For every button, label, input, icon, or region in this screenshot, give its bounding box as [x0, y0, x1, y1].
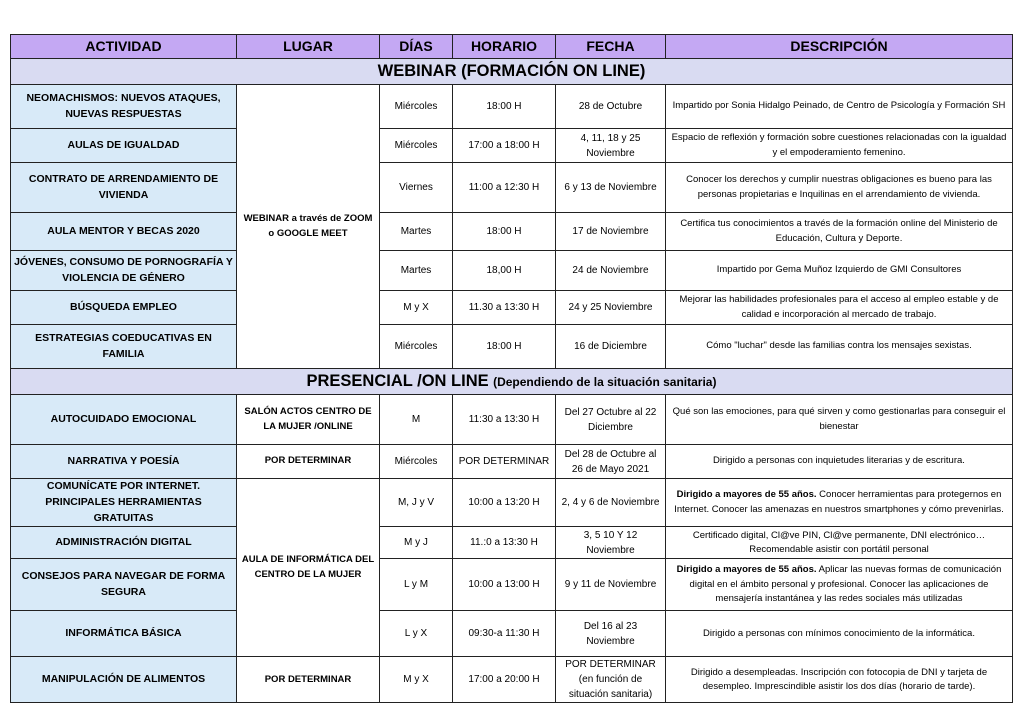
- time-cell: 10:00 a 13:20 H: [453, 479, 556, 527]
- location-cell: POR DETERMINAR: [237, 657, 380, 703]
- days-cell: M y X: [380, 291, 453, 325]
- col-horario: HORARIO: [453, 35, 556, 59]
- date-cell: 2, 4 y 6 de Noviembre: [556, 479, 666, 527]
- section-title: WEBINAR (FORMACIÓN ON LINE): [377, 62, 646, 80]
- table-row: [11, 657, 1013, 703]
- date-cell: Del 16 al 23 Noviembre: [556, 611, 666, 657]
- date-cell: 28 de Octubre: [556, 85, 666, 129]
- days-cell: L y X: [380, 611, 453, 657]
- description-cell: Qué son las emociones, para qué sirven y como gestionarlas para conseguir el bienestar: [666, 395, 1013, 445]
- days-cell: M y X: [380, 657, 453, 703]
- activity-name: ADMINISTRACIÓN DIGITAL: [11, 527, 237, 559]
- activity-name: AUTOCUIDADO EMOCIONAL: [11, 395, 237, 445]
- time-cell: 09:30-a 11:30 H: [453, 611, 556, 657]
- table-row: [11, 213, 1013, 251]
- date-cell: 24 de Noviembre: [556, 251, 666, 291]
- days-cell: M, J y V: [380, 479, 453, 527]
- table-row: [11, 445, 1013, 479]
- activity-name: INFORMÁTICA BÁSICA: [11, 611, 237, 657]
- section-header-webinar: [11, 59, 1013, 85]
- table-row: [11, 129, 1013, 163]
- time-cell: 11:00 a 12:30 H: [453, 163, 556, 213]
- activity-name: BÚSQUEDA EMPLEO: [11, 291, 237, 325]
- location-cell: WEBINAR a través de ZOOM o GOOGLE MEET: [237, 85, 380, 369]
- location-cell: AULA DE INFORMÁTICA DEL CENTRO DE LA MUJER: [237, 479, 380, 657]
- table-row: [11, 611, 1013, 657]
- col-lugar: LUGAR: [237, 35, 380, 59]
- time-cell: 17:00 a 18:00 H: [453, 129, 556, 163]
- time-cell: 11:30 a 13:30 H: [453, 395, 556, 445]
- days-cell: L y M: [380, 559, 453, 611]
- table-row: [11, 163, 1013, 213]
- table-row: [11, 85, 1013, 129]
- time-cell: 10:00 a 13:00 H: [453, 559, 556, 611]
- date-cell: Del 28 de Octubre al 26 de Mayo 2021: [556, 445, 666, 479]
- date-cell: Del 27 Octubre al 22 Diciembre: [556, 395, 666, 445]
- days-cell: Miércoles: [380, 445, 453, 479]
- days-cell: Martes: [380, 251, 453, 291]
- activity-name: NEOMACHISMOS: NUEVOS ATAQUES, NUEVAS RESPUESTAS: [11, 85, 237, 129]
- description-cell: [666, 559, 1013, 611]
- table-row: [11, 251, 1013, 291]
- activity-name: COMUNÍCATE POR INTERNET. PRINCIPALES HERRAMIENTAS GRATUITAS: [11, 479, 237, 527]
- section-title: PRESENCIAL /ON LINE: [306, 372, 489, 390]
- table-row: [11, 291, 1013, 325]
- col-actividad: ACTIVIDAD: [11, 35, 237, 59]
- description-cell: Dirigido a desempleadas. Inscripción con fotocopia de DNI y tarjeta de desempleo. Imprescindible asistir los dos días (horario de tarde).: [666, 657, 1013, 703]
- description-cell: Dirigido a personas con mínimos conocimiento de la informática.: [666, 611, 1013, 657]
- section-header-presencial: [11, 369, 1013, 395]
- days-cell: Viernes: [380, 163, 453, 213]
- activity-name: CONTRATO DE ARRENDAMIENTO DE VIVIENDA: [11, 163, 237, 213]
- description-cell: Cómo "luchar" desde las familias contra los mensajes sexistas.: [666, 325, 1013, 369]
- time-cell: 17:00 a 20:00 H: [453, 657, 556, 703]
- col-descripcion: DESCRIPCIÓN: [666, 35, 1013, 59]
- days-cell: Miércoles: [380, 325, 453, 369]
- description-cell: Impartido por Gema Muñoz Izquierdo de GMI Consultores: [666, 251, 1013, 291]
- table-row: [11, 325, 1013, 369]
- date-cell: 17 de Noviembre: [556, 213, 666, 251]
- activity-name: JÓVENES, CONSUMO DE PORNOGRAFÍA Y VIOLENCIA DE GÉNERO: [11, 251, 237, 291]
- date-cell: 3, 5 10 Y 12 Noviembre: [556, 527, 666, 559]
- col-fecha: FECHA: [556, 35, 666, 59]
- date-cell: POR DETERMINAR (en función de situación sanitaria): [556, 657, 666, 703]
- activity-name: MANIPULACIÓN DE ALIMENTOS: [11, 657, 237, 703]
- days-cell: Miércoles: [380, 129, 453, 163]
- col-dias: DÍAS: [380, 35, 453, 59]
- description-cell: [666, 479, 1013, 527]
- location-cell: POR DETERMINAR: [237, 445, 380, 479]
- description-cell: Certifica tus conocimientos a través de la formación online del Ministerio de Educación, Cultura y Deporte.: [666, 213, 1013, 251]
- location-cell: SALÓN ACTOS CENTRO DE LA MUJER /ONLINE: [237, 395, 380, 445]
- description-cell: Certificado digital, Cl@ve PIN, Cl@ve permanente, DNI electrónico… Recomendable asistir con portátil personal: [666, 527, 1013, 559]
- time-cell: 11.:0 a 13:30 H: [453, 527, 556, 559]
- time-cell: 18:00 H: [453, 85, 556, 129]
- time-cell: 11.30 a 13:30 H: [453, 291, 556, 325]
- date-cell: 24 y 25 Noviembre: [556, 291, 666, 325]
- description-cell: Mejorar las habilidades profesionales para el acceso al empleo estable y de calidad e incorporación al mercado de trabajo.: [666, 291, 1013, 325]
- date-cell: 16 de Diciembre: [556, 325, 666, 369]
- days-cell: M y J: [380, 527, 453, 559]
- table-row: [11, 395, 1013, 445]
- activity-name: CONSEJOS PARA NAVEGAR DE FORMA SEGURA: [11, 559, 237, 611]
- days-cell: Miércoles: [380, 85, 453, 129]
- description-text: Aplicar las nuevas formas de comunicación digital en el ámbito personal y profesional. Conocer las aplicaciones de mensajería instantánea y las redes sociales más utilizadas: [689, 564, 1002, 604]
- date-cell: 4, 11, 18 y 25 Noviembre: [556, 129, 666, 163]
- description-text: Conocer herramientas para protegernos en Internet. Conocer las amenazas en nuestros smartphones y cómo prevenirlas.: [674, 489, 1004, 515]
- activity-name: NARRATIVA Y POESÍA: [11, 445, 237, 479]
- days-cell: M: [380, 395, 453, 445]
- time-cell: 18:00 H: [453, 213, 556, 251]
- date-cell: 9 y 11 de Noviembre: [556, 559, 666, 611]
- description-highlight: Dirigido a mayores de 55 años.: [676, 564, 817, 576]
- description-cell: Impartido por Sonia Hidalgo Peinado, de Centro de Psicología y Formación SH: [666, 85, 1013, 129]
- time-cell: 18,00 H: [453, 251, 556, 291]
- days-cell: Martes: [380, 213, 453, 251]
- description-cell: Espacio de reflexión y formación sobre cuestiones relacionadas con la igualdad y el empoderamiento femenino.: [666, 129, 1013, 163]
- time-cell: POR DETERMINAR: [453, 445, 556, 479]
- description-cell: Conocer los derechos y cumplir nuestras obligaciones es bueno para las personas propietarias e Inquilinas en el arrendamiento de vivienda.: [666, 163, 1013, 213]
- description-cell: Dirigido a personas con inquietudes literarias y de escritura.: [666, 445, 1013, 479]
- activity-name: AULAS DE IGUALDAD: [11, 129, 237, 163]
- activity-name: ESTRATEGIAS COEDUCATIVAS EN FAMILIA: [11, 325, 237, 369]
- table-row: [11, 559, 1013, 611]
- section-subtitle: (Dependiendo de la situación sanitaria): [493, 375, 717, 389]
- schedule-document: [10, 34, 1013, 703]
- table-row: [11, 527, 1013, 559]
- activities-table: [10, 34, 1013, 703]
- description-highlight: Dirigido a mayores de 55 años.: [676, 489, 817, 501]
- activity-name: AULA MENTOR Y BECAS 2020: [11, 213, 237, 251]
- time-cell: 18:00 H: [453, 325, 556, 369]
- table-row: [11, 479, 1013, 527]
- header-row: [11, 35, 1013, 59]
- date-cell: 6 y 13 de Noviembre: [556, 163, 666, 213]
